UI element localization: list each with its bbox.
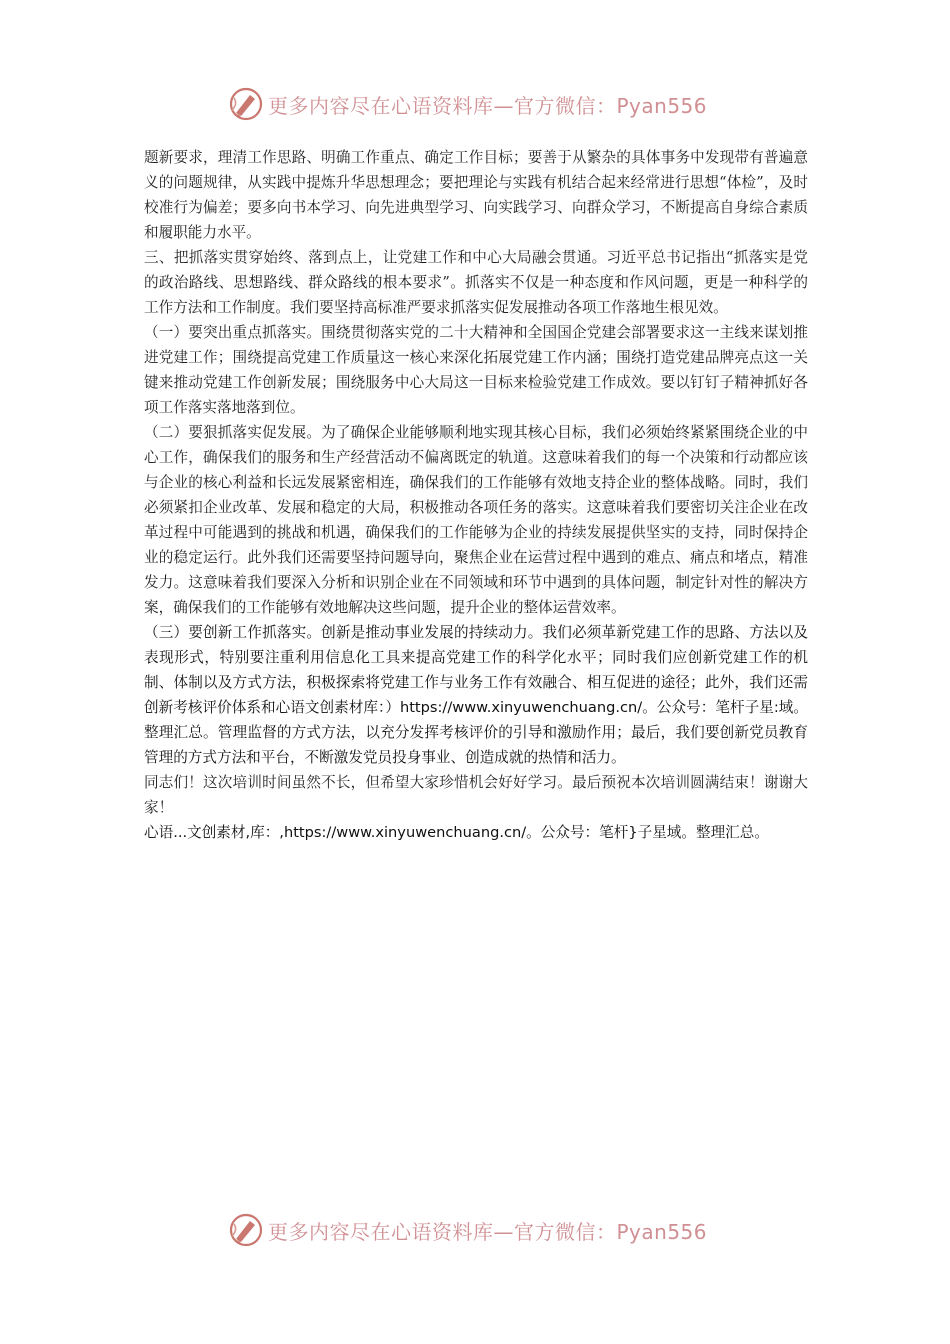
header-banner [228, 84, 748, 124]
footer-banner-text: 更多内容尽在心语资料库—官方微信：Pyan556 [268, 1219, 708, 1244]
paragraph-4: （二）要狠抓落实促发展。为了确保企业能够顺利地实现其核心目标，我们必须始终紧紧围绕企业的中心工作，确保我们的服务和生产经营活动不偏离既定的轨道。这意味着我们的每一个决策和行动都应该与企业的核心利益和长远发展紧密相连，确保我们的工作能够有效地支持企业的整体战略。同时，我们必须紧扣企业改革、发展和稳定的大局，积极推动各项任务的落实。这意味着我们要密切关注企业在改革过程中可能遇到的挑战和机遇，确保我们的工作能够为企业的持续发展提供坚实的支持，同时保持企业的稳定运行。此外我们还需要坚持问题导向，聚焦企业在运营过程中遇到的难点、痛点和堵点，精准发力。这意味着我们要深入分析和识别企业在不同领域和环节中遇到的具体问题，制定针对性的解决方案，确保我们的工作能够有效地解决这些问题，提升企业的整体运营效率。 [144, 424, 808, 616]
paragraph-1: 题新要求，理清工作思路、明确工作重点、确定工作目标；要善于从繁杂的具体事务中发现带有普遍意义的问题规律，从实践中提炼升华思想理念；要把理论与实践有机结合起来经常进行思想“体检”，及时校准行为偏差；要多向书本学习、向先进典型学习、向实践学习、向群众学习，不断提高自身综合素质和履职能力水平。 [144, 149, 808, 241]
pen-logo-icon [228, 1212, 264, 1248]
paragraph-6: 同志们！这次培训时间虽然不长，但希望大家珍惜机会好好学习。最后预祝本次培训圆满结束！谢谢大家！ [144, 774, 808, 816]
header-banner-text: 更多内容尽在心语资料库—官方微信：Pyan556 [268, 93, 708, 118]
paragraph-5: （三）要创新工作抓落实。创新是推动事业发展的持续动力。我们必须革新党建工作的思路、方法以及表现形式，特别要注重利用信息化工具来提高党建工作的科学化水平；同时我们应创新党建工作的机制、体制以及方式方法，积极探索将党建工作与业务工作有效融合、相互促进的途径；此外，我们还需创新考核评价体系和心语文创素材库：）https://www.xinyuwenchuang.cn/。公众号：笔杆子星:域。整理汇总。管理监督的方式方法，以充分发挥考核评价的引导和激励作用；最后，我们要创新党员教育管理的方式方法和平台，不断激发党员投身事业、创造成就的热情和活力。 [144, 624, 808, 766]
pen-logo-icon [228, 86, 264, 122]
paragraph-3: （一）要突出重点抓落实。围绕贯彻落实党的二十大精神和全国国企党建会部署要求这一主线来谋划推进党建工作；围绕提高党建工作质量这一核心来深化拓展党建工作内涵；围绕打造党建品牌亮点这一关键来推动党建工作创新发展；围绕服务中心大局这一目标来检验党建工作成效。要以钉钉子精神抓好各项工作落实落地落到位。 [144, 324, 808, 416]
footer-banner [228, 1210, 748, 1250]
paragraph-2: 三、把抓落实贯穿始终、落到点上，让党建工作和中心大局融会贯通。习近平总书记指出“抓落实是党的政治路线、思想路线、群众路线的根本要求”。抓落实不仅是一种态度和作风问题，更是一种科学的工作方法和工作制度。我们要坚持高标准严要求抓落实促发展推动各项工作落地生根见效。 [144, 249, 808, 316]
document-body [144, 145, 808, 845]
paragraph-7: 心语...文创素材,库：,https://www.xinyuwenchuang.cn/。公众号：笔杆}子星域。整理汇总。 [144, 824, 769, 841]
